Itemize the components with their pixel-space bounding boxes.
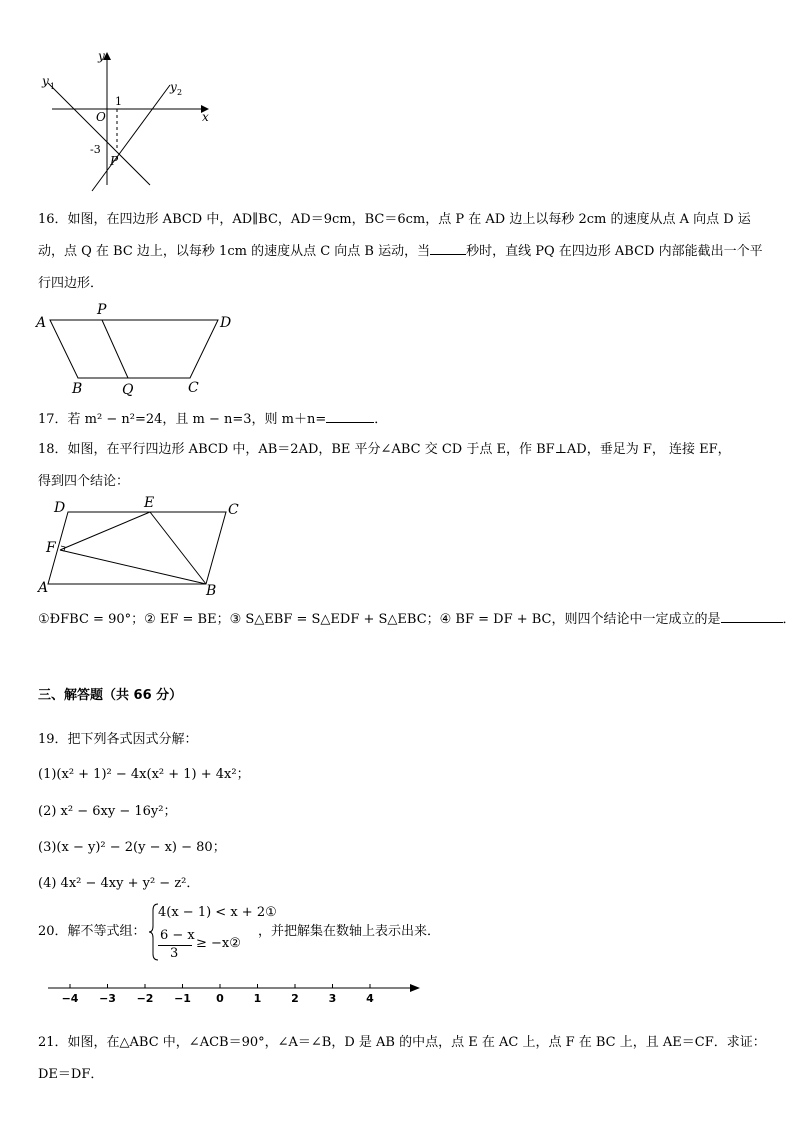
label-f: F [46, 540, 56, 556]
origin-label: O [96, 110, 106, 124]
q16-answer-blank[interactable] [430, 254, 466, 255]
fig15-graph [30, 45, 230, 195]
label-c: C [228, 502, 239, 518]
y-axis-label: y [98, 49, 105, 63]
line-y1 [48, 83, 150, 185]
q19-part4: (4) 4x² − 4xy + y² − z²． [38, 876, 200, 891]
number-line-tick-label: 3 [328, 992, 337, 1005]
tick-neg3-label: -3 [90, 143, 101, 156]
q20-label: 20．解不等式组： [38, 924, 146, 939]
trapezoid-abcd [50, 320, 218, 378]
label-a: A [36, 315, 47, 331]
q18-line1: 18．如图，在平行四边形 ABCD 中，AB＝2AD，BE 平分∠ABC 交 CD 于点 E，作 BF⊥AD，垂足为 F， 连接 EF， [38, 442, 731, 457]
q20-inequality-1: 4(x − 1) < x + 2① [158, 905, 277, 920]
x-axis-label: x [202, 110, 209, 124]
label-p: P [97, 302, 107, 318]
point-p-label: P [110, 154, 119, 168]
q18-conclusions-text: ①ÐFBC = 90°；② EF = BE；③ S△EBF = S△EDF + S△EBC；④ BF = DF + BC，则四个结论中一定成立的是 [38, 612, 721, 627]
number-line-tick-label: 2 [291, 992, 299, 1005]
fig16-trapezoid [30, 298, 250, 398]
q20-frac-num: 6 − x [160, 928, 195, 943]
q20-ineq2-rest: ≥ −x② [196, 936, 241, 951]
label-d: D [220, 315, 232, 331]
number-line-ticks [62, 984, 375, 1005]
number-line-tick-label: −2 [136, 992, 154, 1005]
q19-part1: (1)(x² + 1)² − 4x(x² + 1) + 4x²； [38, 767, 250, 782]
q20-frac-den: 3 [170, 946, 179, 961]
q16-line2 [38, 242, 763, 262]
fig18-parallelogram [30, 494, 260, 599]
q21-line2: DE＝DF． [38, 1067, 104, 1082]
q17-end: ． [374, 412, 388, 427]
tick-one-label: 1 [115, 95, 122, 108]
q17-text: 17．若 m² − n²=24，且 m − n=3，则 m＋n= [38, 412, 327, 427]
q18-answer-blank[interactable] [721, 622, 783, 623]
label-e: E [144, 495, 155, 511]
number-line-tick-label: 1 [253, 992, 262, 1005]
y2-label: y [170, 80, 177, 94]
label-c: C [188, 380, 199, 396]
number-line-tick-label: −1 [174, 992, 191, 1005]
q17-answer-blank[interactable] [326, 422, 374, 423]
segment-ef [60, 512, 150, 550]
q21-line1: 21．如图，在△ABC 中，∠ACB＝90°，∠A＝∠B，D 是 AB 的中点，点 E 在 AC 上，点 F 在 BC 上，且 AE＝CF．求证： [38, 1035, 766, 1050]
label-b: B [206, 583, 217, 599]
y2-sub: 2 [177, 88, 183, 97]
section-3-heading: 三、解答题（共 66 分） [38, 688, 183, 703]
q17 [38, 410, 387, 430]
q19-title: 19．把下列各式因式分解： [38, 732, 198, 747]
number-line-tick-label: 4 [366, 992, 374, 1005]
q19-part3: (3)(x − y)² − 2(y − x) − 80； [38, 840, 226, 855]
label-q: Q [122, 382, 134, 398]
parallelogram-abcd [48, 512, 226, 584]
number-line-arrow [410, 984, 420, 992]
q18-conclusions [38, 610, 796, 630]
q16-line2a: 动，点 Q 在 BC 边上，以每秒 1cm 的速度从点 C 向点 B 运动，当 [38, 244, 431, 259]
number-line-tick-label: −4 [61, 992, 79, 1005]
number-line [40, 978, 430, 1008]
q18-end: ． [782, 612, 796, 627]
q18-line2: 得到四个结论： [38, 474, 130, 489]
label-b: B [72, 381, 83, 397]
segment-pq [102, 320, 128, 378]
q16-line1: 16．如图，在四边形 ABCD 中，AD∥BC，AD＝9cm，BC＝6cm，点 P 在 AD 边上以每秒 2cm 的速度从点 A 向点 D 运 [38, 212, 751, 227]
number-line-tick-label: 0 [216, 992, 224, 1005]
number-line-tick-label: −3 [99, 992, 116, 1005]
q16-line2b: 秒时，直线 PQ 在四边形 ABCD 内部能截出一个平 [466, 244, 763, 259]
q19-part2: (2) x² − 6xy − 16y²； [38, 804, 177, 819]
y1-sub: 1 [50, 82, 56, 91]
y1-label: y [42, 74, 49, 88]
label-d: D [54, 500, 66, 516]
q20-tail: ，并把解集在数轴上表示出来． [258, 924, 441, 939]
label-a: A [38, 580, 49, 596]
q16-line3: 行四边形． [38, 276, 104, 291]
